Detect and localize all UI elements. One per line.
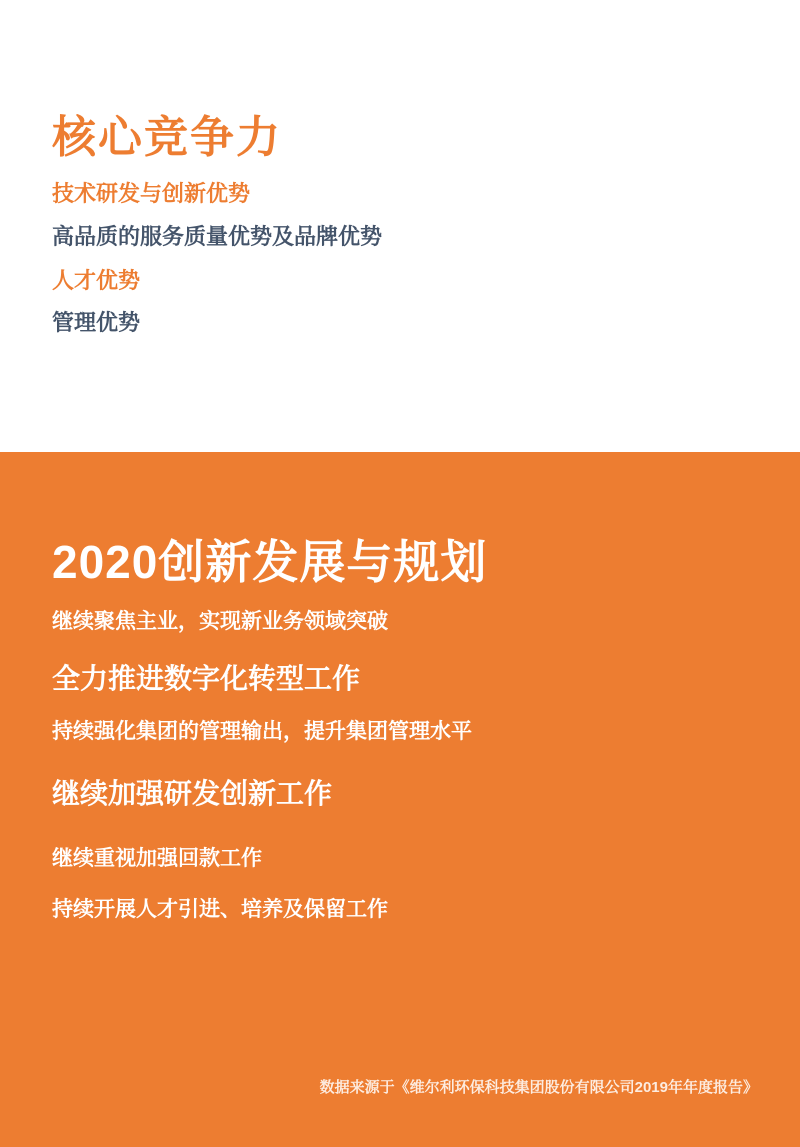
plan-item-group-management: 持续强化集团的管理输出，提升集团管理水平 xyxy=(52,720,472,743)
core-competitiveness-title: 核心竞争力 xyxy=(52,113,282,163)
advantage-item-service-quality-brand: 高品质的服务质量优势及品牌优势 xyxy=(52,224,383,249)
advantage-item-tech-rnd: 技术研发与创新优势 xyxy=(52,181,251,206)
advantage-item-talent: 人才优势 xyxy=(52,268,141,293)
plan-item-talent-retention: 持续开展人才引进、培养及保留工作 xyxy=(52,898,388,921)
plan-item-digital-transformation: 全力推进数字化转型工作 xyxy=(52,663,361,694)
plan-item-focus-main-business: 继续聚焦主业，实现新业务领域突破 xyxy=(52,610,388,633)
data-source-note: 数据来源于《维尔利环保科技集团股份有限公司2019年年度报告》 xyxy=(319,1079,758,1096)
plan-item-rnd-innovation: 继续加强研发创新工作 xyxy=(52,778,333,809)
advantage-item-management: 管理优势 xyxy=(52,310,141,335)
plan-2020-title: 2020创新发展与规划 xyxy=(52,535,488,588)
plan-item-payment-collection: 继续重视加强回款工作 xyxy=(52,847,262,870)
plan-2020-section xyxy=(0,452,800,1147)
core-competitiveness-section xyxy=(0,0,800,452)
